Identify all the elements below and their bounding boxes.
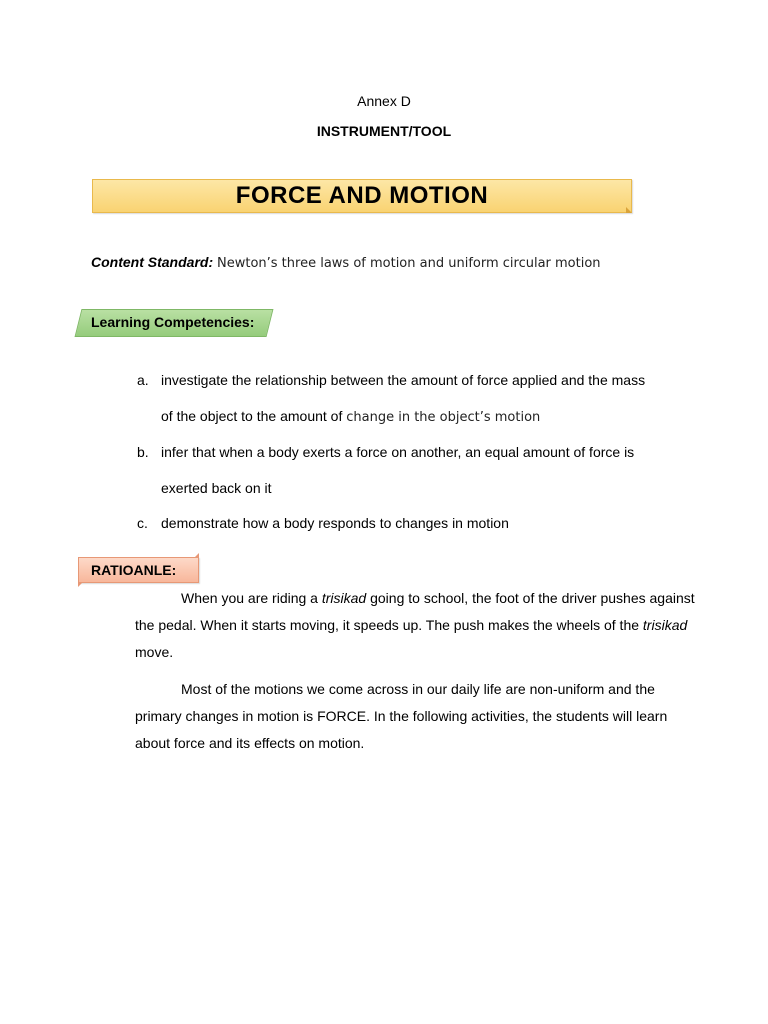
paragraph-text: Most of the motions we come across in our daily life are non-uniform and the primary changes in motion is FORCE. In the following activities, the students will learn about force and its effects on motion. <box>135 681 668 751</box>
paragraph-text: move. <box>135 644 174 660</box>
content-standard <box>91 254 601 271</box>
content-standard-value: Newton’s three laws of motion and uniform circular motion <box>217 256 601 271</box>
competency-a-line2-text: of the object to the amount of <box>161 408 347 424</box>
rationale-label: RATIOANLE: <box>91 562 177 578</box>
content-standard-label: Content Standard: <box>91 254 214 270</box>
rationale-paragraph-1 <box>135 585 695 666</box>
italic-term: trisikad <box>321 590 367 606</box>
banner-fold-decoration <box>78 582 83 587</box>
rationale-paragraph-2 <box>135 676 695 757</box>
page-title: FORCE AND MOTION <box>235 182 489 209</box>
paragraph-text: When you are riding a <box>181 590 322 606</box>
competency-b-line1: infer that when a body exerts a force on another, an equal amount of force is <box>161 444 635 460</box>
italic-term: trisikad <box>642 617 688 633</box>
annex-label: Annex D <box>357 93 411 109</box>
learning-competencies-label: Learning Competencies: <box>91 314 255 330</box>
banner-fold-decoration <box>194 553 199 558</box>
instrument-heading: INSTRUMENT/TOOL <box>316 123 452 139</box>
banner-fold-decoration <box>626 207 632 213</box>
title-banner <box>92 179 632 213</box>
competency-c-line1: demonstrate how a body responds to changes in motion <box>161 515 509 531</box>
paragraph-text: going to school, the foot of the driver pushes against the pedal. When it starts moving, it speeds up. The push makes the wheels of the <box>135 590 695 633</box>
competency-c-marker: c. <box>137 515 148 531</box>
competency-a-marker: a. <box>137 372 149 388</box>
competency-a-line2-alt: change in the object’s motion <box>346 410 541 425</box>
competency-a-line2 <box>161 408 540 425</box>
competency-a-line1: investigate the relationship between the amount of force applied and the mass <box>161 372 646 388</box>
competency-b-marker: b. <box>137 444 149 460</box>
competency-b-line2: exerted back on it <box>161 480 272 496</box>
